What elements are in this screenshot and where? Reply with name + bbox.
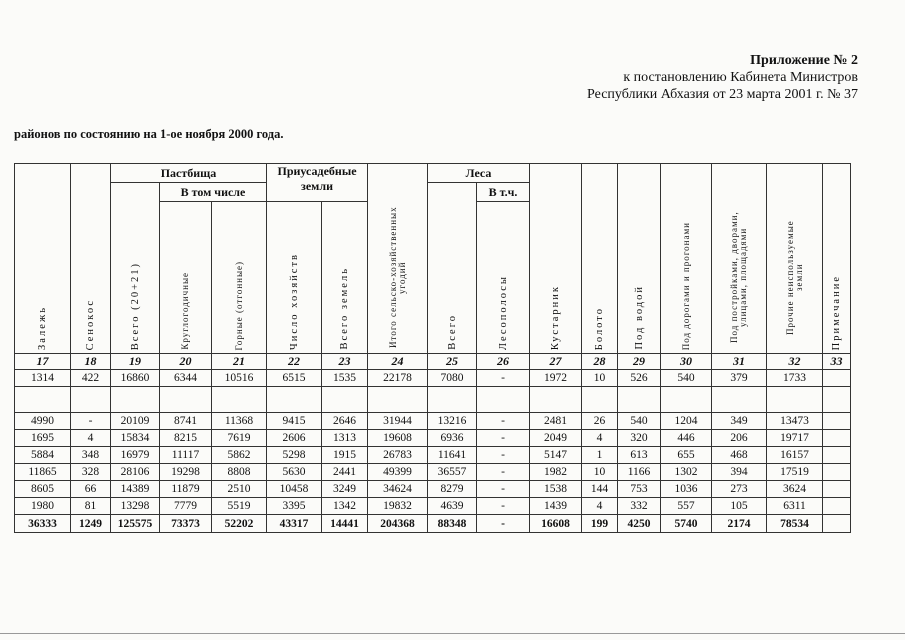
- table-cell: 206: [712, 430, 767, 447]
- col-header-24: Итого сельско-хозяйственных угодий: [368, 164, 428, 354]
- table-cell: 11368: [212, 413, 267, 430]
- table-cell: 3395: [267, 498, 322, 515]
- col-header-28: Болото: [582, 164, 618, 354]
- col-header-22: Число хозяйств: [267, 202, 322, 354]
- table-cell: 8605: [15, 481, 71, 498]
- table-cell: 43317: [267, 515, 322, 533]
- table-cell: 24: [368, 354, 428, 370]
- table-cell: 17: [15, 354, 71, 370]
- table-cell: 32: [767, 354, 823, 370]
- table-cell: 11641: [428, 447, 477, 464]
- table-cell: 36333: [15, 515, 71, 533]
- appendix-line-2: к постановлению Кабинета Министров: [623, 70, 858, 85]
- table-row: [15, 447, 851, 464]
- table-cell: 1204: [661, 413, 712, 430]
- table-cell: 125575: [111, 515, 160, 533]
- table-cell: [530, 387, 582, 413]
- table-cell: -: [477, 464, 530, 481]
- table-cell: 1538: [530, 481, 582, 498]
- table-cell: 14441: [322, 515, 368, 533]
- table-cell: 379: [712, 370, 767, 387]
- table-cell: [823, 515, 851, 533]
- appendix-header: [587, 52, 858, 103]
- table-cell: 73373: [160, 515, 212, 533]
- table-cell: 613: [618, 447, 661, 464]
- table-cell: 78534: [767, 515, 823, 533]
- table-cell: 7619: [212, 430, 267, 447]
- table-cell: 11865: [15, 464, 71, 481]
- table-cell: 5862: [212, 447, 267, 464]
- table-cell: 16860: [111, 370, 160, 387]
- col-header-19: Всего (20+21): [111, 183, 160, 354]
- table-cell: 11117: [160, 447, 212, 464]
- table-cell: 52202: [212, 515, 267, 533]
- table-cell: 320: [618, 430, 661, 447]
- col-header-23: Всего земель: [322, 202, 368, 354]
- table-cell: 332: [618, 498, 661, 515]
- table-cell: 1314: [15, 370, 71, 387]
- table-cell: 19608: [368, 430, 428, 447]
- table-cell: 21: [212, 354, 267, 370]
- table-cell: 273: [712, 481, 767, 498]
- table-cell: [15, 387, 71, 413]
- table-cell: 8215: [160, 430, 212, 447]
- table-cell: [582, 387, 618, 413]
- table-cell: 36557: [428, 464, 477, 481]
- table-cell: 1036: [661, 481, 712, 498]
- table-cell: 1733: [767, 370, 823, 387]
- table-cell: [111, 387, 160, 413]
- table-cell: 16608: [530, 515, 582, 533]
- table-cell: 1535: [322, 370, 368, 387]
- table-cell: 105: [712, 498, 767, 515]
- table-cell: 22178: [368, 370, 428, 387]
- group-header-pastbishcha: Пастбища: [111, 164, 267, 183]
- table-cell: 66: [71, 481, 111, 498]
- table-cell: [428, 387, 477, 413]
- table-cell: [823, 430, 851, 447]
- table-cell: 540: [618, 413, 661, 430]
- table-cell: 4250: [618, 515, 661, 533]
- table-cell: 1166: [618, 464, 661, 481]
- page-edge-line: [0, 633, 905, 634]
- table-cell: [823, 370, 851, 387]
- table-cell: 7080: [428, 370, 477, 387]
- table-cell: 10: [582, 370, 618, 387]
- col-header-21: Горные (отгонные): [212, 202, 267, 354]
- table-cell: [823, 464, 851, 481]
- table-cell: 5298: [267, 447, 322, 464]
- table-cell: [767, 387, 823, 413]
- table-cell: 19298: [160, 464, 212, 481]
- table-cell: 8741: [160, 413, 212, 430]
- table-cell: 144: [582, 481, 618, 498]
- table-cell: 26: [477, 354, 530, 370]
- table-cell: [823, 498, 851, 515]
- table-row: [15, 464, 851, 481]
- table-cell: 10: [582, 464, 618, 481]
- table-cell: 1980: [15, 498, 71, 515]
- table-cell: 5147: [530, 447, 582, 464]
- table-cell: 5630: [267, 464, 322, 481]
- col-header-27: Кустарник: [530, 164, 582, 354]
- table-cell: -: [477, 515, 530, 533]
- table-cell: 16979: [111, 447, 160, 464]
- table-cell: 753: [618, 481, 661, 498]
- blank-row: [15, 387, 851, 413]
- table-cell: 1342: [322, 498, 368, 515]
- table-cell: 14389: [111, 481, 160, 498]
- total-row: [15, 515, 851, 533]
- table-cell: 8279: [428, 481, 477, 498]
- col-header-29: Под водой: [618, 164, 661, 354]
- table-cell: 3249: [322, 481, 368, 498]
- table-cell: 2174: [712, 515, 767, 533]
- table-cell: 6344: [160, 370, 212, 387]
- table-cell: 20: [160, 354, 212, 370]
- table-cell: -: [477, 447, 530, 464]
- table-cell: 28: [582, 354, 618, 370]
- table-cell: 204368: [368, 515, 428, 533]
- table-cell: 1439: [530, 498, 582, 515]
- table-cell: 20109: [111, 413, 160, 430]
- table-cell: [160, 387, 212, 413]
- table-cell: 19832: [368, 498, 428, 515]
- table-cell: [823, 413, 851, 430]
- table-cell: 23: [322, 354, 368, 370]
- table-cell: [71, 387, 111, 413]
- table-cell: 31: [712, 354, 767, 370]
- table-cell: 10516: [212, 370, 267, 387]
- table-cell: 1313: [322, 430, 368, 447]
- table-cell: 19: [111, 354, 160, 370]
- table-cell: 1915: [322, 447, 368, 464]
- group-header-prisadebnye: Приусадебные земли: [267, 164, 368, 202]
- table-cell: 6311: [767, 498, 823, 515]
- table-cell: 6936: [428, 430, 477, 447]
- table-cell: 3624: [767, 481, 823, 498]
- table-cell: 1302: [661, 464, 712, 481]
- table-cell: [661, 387, 712, 413]
- table-cell: 22: [267, 354, 322, 370]
- table-cell: 31944: [368, 413, 428, 430]
- table-cell: [267, 387, 322, 413]
- table-cell: 526: [618, 370, 661, 387]
- table-cell: 328: [71, 464, 111, 481]
- table-cell: 348: [71, 447, 111, 464]
- table-row: [15, 498, 851, 515]
- table-cell: 394: [712, 464, 767, 481]
- table-cell: -: [71, 413, 111, 430]
- table-cell: -: [477, 413, 530, 430]
- table-cell: 49399: [368, 464, 428, 481]
- table-cell: 17519: [767, 464, 823, 481]
- table-cell: 9415: [267, 413, 322, 430]
- col-header-26: Лесополосы: [477, 202, 530, 354]
- col-header-32: Прочие неиспользуемые земли: [767, 164, 823, 354]
- table-cell: 446: [661, 430, 712, 447]
- col-header-33: Примечание: [823, 164, 851, 354]
- table-cell: 33: [823, 354, 851, 370]
- table-cell: -: [477, 481, 530, 498]
- table-cell: 540: [661, 370, 712, 387]
- table-cell: 13473: [767, 413, 823, 430]
- table-cell: 5884: [15, 447, 71, 464]
- table-cell: [212, 387, 267, 413]
- table-cell: 4: [71, 430, 111, 447]
- table-cell: [618, 387, 661, 413]
- table-cell: 1249: [71, 515, 111, 533]
- table-cell: 18: [71, 354, 111, 370]
- table-cell: 2049: [530, 430, 582, 447]
- table-cell: [322, 387, 368, 413]
- table-cell: 2510: [212, 481, 267, 498]
- table-cell: 15834: [111, 430, 160, 447]
- col-header-18: Сенокос: [71, 164, 111, 354]
- table-row: [15, 481, 851, 498]
- table-row: [15, 370, 851, 387]
- table-cell: 1982: [530, 464, 582, 481]
- table-cell: 11879: [160, 481, 212, 498]
- table-cell: 16157: [767, 447, 823, 464]
- table-cell: 10458: [267, 481, 322, 498]
- table-cell: 1: [582, 447, 618, 464]
- appendix-line-3: Республики Абхазия от 23 марта 2001 г. № 37: [587, 87, 858, 102]
- table-cell: 28106: [111, 464, 160, 481]
- table-cell: 2646: [322, 413, 368, 430]
- table-cell: 2606: [267, 430, 322, 447]
- table-cell: [368, 387, 428, 413]
- table-cell: 468: [712, 447, 767, 464]
- table-cell: 5740: [661, 515, 712, 533]
- table-cell: 422: [71, 370, 111, 387]
- table-cell: 13298: [111, 498, 160, 515]
- table-cell: [823, 387, 851, 413]
- table-cell: 349: [712, 413, 767, 430]
- table-cell: 25: [428, 354, 477, 370]
- table-cell: 4990: [15, 413, 71, 430]
- table-cell: 34624: [368, 481, 428, 498]
- group-header-v-t-ch: В т.ч.: [477, 183, 530, 202]
- table-cell: 1972: [530, 370, 582, 387]
- appendix-title: Приложение № 2: [750, 53, 858, 68]
- group-header-lesa: Леса: [428, 164, 530, 183]
- table-cell: 199: [582, 515, 618, 533]
- table-cell: [823, 447, 851, 464]
- table-subtitle: районов по состоянию на 1-ое ноября 2000 года.: [14, 127, 284, 141]
- table-cell: 655: [661, 447, 712, 464]
- table-cell: 4: [582, 498, 618, 515]
- group-header-v-tom-chisle: В том числе: [160, 183, 267, 202]
- table-cell: 4: [582, 430, 618, 447]
- table-cell: 88348: [428, 515, 477, 533]
- table-cell: [477, 387, 530, 413]
- table-cell: 7779: [160, 498, 212, 515]
- col-header-17: Залежь: [15, 164, 71, 354]
- col-header-30: Под дорогами и прогонами: [661, 164, 712, 354]
- table-cell: 81: [71, 498, 111, 515]
- table-cell: 2481: [530, 413, 582, 430]
- table-cell: -: [477, 370, 530, 387]
- table-cell: 6515: [267, 370, 322, 387]
- table-cell: 30: [661, 354, 712, 370]
- table-cell: [823, 481, 851, 498]
- table-cell: 8808: [212, 464, 267, 481]
- table-cell: 5519: [212, 498, 267, 515]
- table-cell: 26: [582, 413, 618, 430]
- table-cell: -: [477, 430, 530, 447]
- table-cell: 13216: [428, 413, 477, 430]
- column-number-row: [15, 354, 851, 370]
- table-cell: 29: [618, 354, 661, 370]
- table-row: [15, 430, 851, 447]
- table-cell: 27: [530, 354, 582, 370]
- col-header-20: Круглогодичные: [160, 202, 212, 354]
- table-cell: -: [477, 498, 530, 515]
- table-row: [15, 413, 851, 430]
- table-cell: 1695: [15, 430, 71, 447]
- table-cell: 557: [661, 498, 712, 515]
- col-header-25: Всего: [428, 183, 477, 354]
- table-cell: [712, 387, 767, 413]
- land-use-table: [14, 163, 851, 533]
- table-cell: 4639: [428, 498, 477, 515]
- table-cell: 19717: [767, 430, 823, 447]
- table-cell: 2441: [322, 464, 368, 481]
- col-header-31: Под постройками, дворами, улицами, площадями: [712, 164, 767, 354]
- table-cell: 26783: [368, 447, 428, 464]
